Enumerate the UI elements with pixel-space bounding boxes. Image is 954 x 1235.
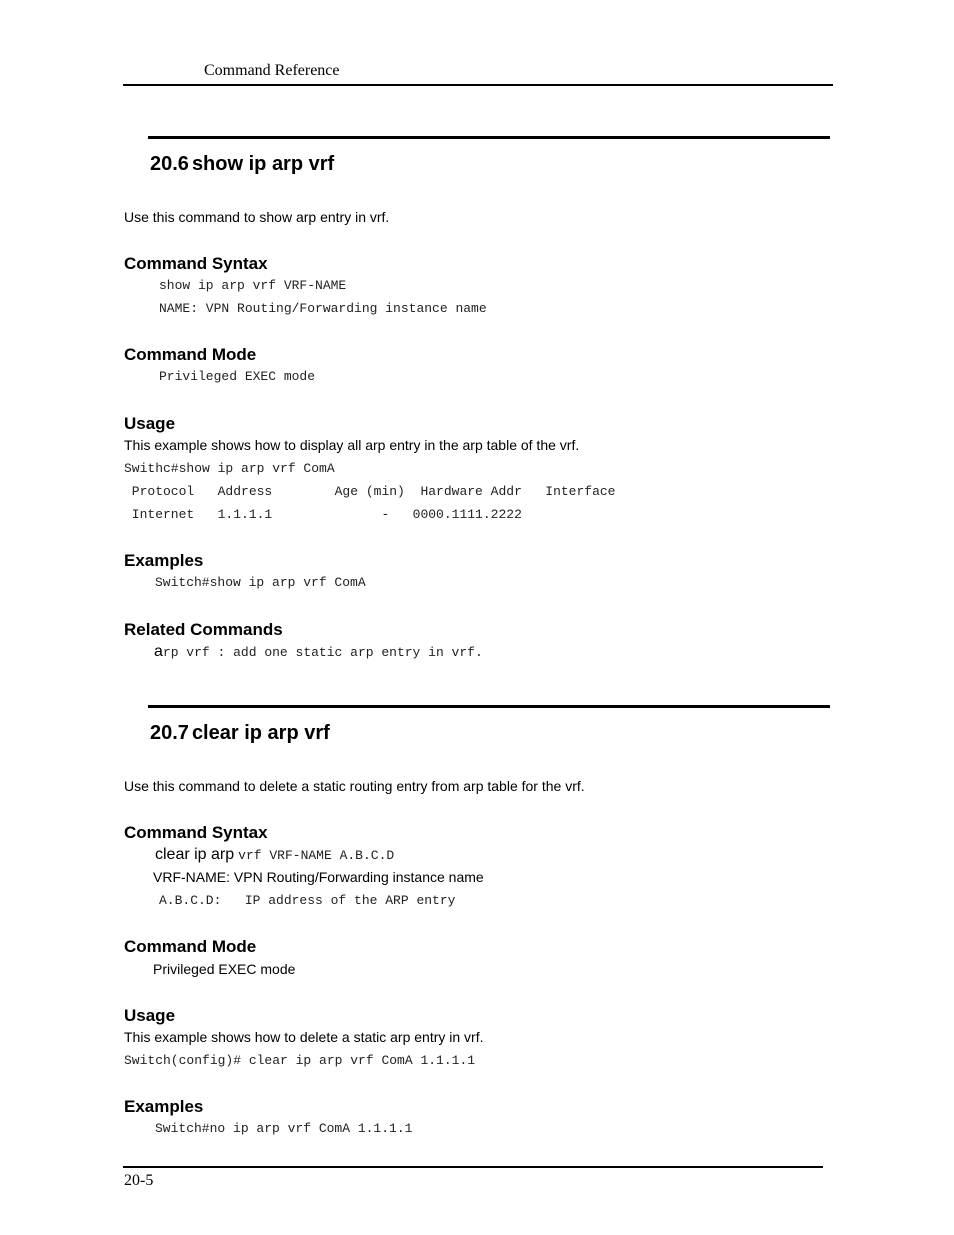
command-mode-heading: Command Mode <box>124 937 257 956</box>
command-mode-text: Privileged EXEC mode <box>159 369 316 384</box>
usage-text: This example shows how to display all arp entry in the arp table of the vrf. <box>124 437 580 453</box>
page-number: 20-5 <box>124 1172 154 1189</box>
header-rule <box>123 84 833 86</box>
section-description: Use this command to show arp entry in vrf. <box>124 209 390 225</box>
example-command: Switch#show ip arp vrf ComA <box>155 575 366 590</box>
usage-heading: Usage <box>124 1006 176 1025</box>
section-number: 20.7 <box>150 722 189 744</box>
command-syntax-heading: Command Syntax <box>124 254 268 273</box>
usage-heading: Usage <box>124 414 176 433</box>
usage-text: This example shows how to delete a static arp entry in vrf. <box>124 1029 484 1045</box>
arp-table-row: Internet 1.1.1.1 - 0000.1111.2222 <box>124 507 522 522</box>
syntax-param: VRF-NAME: VPN Routing/Forwarding instance name <box>153 869 484 885</box>
examples-heading: Examples <box>124 551 204 570</box>
section-title: clear ip arp vrf <box>191 722 330 744</box>
running-header: Command Reference <box>204 62 340 79</box>
syntax-arguments: vrf VRF-NAME A.B.C.D <box>238 848 395 863</box>
section-heading <box>150 153 334 176</box>
section-title: show ip arp vrf <box>191 153 335 175</box>
section-rule <box>148 136 830 139</box>
command-mode-text: Privileged EXEC mode <box>153 961 296 977</box>
section-heading <box>150 722 330 745</box>
related-command-text: rp vrf : add one static arp entry in vrf. <box>162 645 483 660</box>
usage-command: Swithc#show ip arp vrf ComA <box>124 461 335 476</box>
syntax-line <box>155 846 394 864</box>
syntax-command: clear ip arp <box>155 846 235 863</box>
command-syntax-heading: Command Syntax <box>124 823 268 842</box>
usage-command: Switch(config)# clear ip arp vrf ComA 1.1.1.1 <box>124 1053 476 1068</box>
syntax-param: NAME: VPN Routing/Forwarding instance name <box>159 301 487 316</box>
command-mode-heading: Command Mode <box>124 345 257 364</box>
section-rule <box>148 705 830 708</box>
section-description: Use this command to delete a static routing entry from arp table for the vrf. <box>124 778 585 794</box>
examples-heading: Examples <box>124 1097 204 1116</box>
related-command <box>154 643 483 661</box>
related-commands-heading: Related Commands <box>124 620 283 639</box>
syntax-param: A.B.C.D: IP address of the ARP entry <box>159 893 456 908</box>
footer-rule <box>123 1166 823 1168</box>
section-number: 20.6 <box>150 153 189 175</box>
example-command: Switch#no ip arp vrf ComA 1.1.1.1 <box>155 1121 413 1136</box>
arp-table-header: Protocol Address Age (min) Hardware Addr Interface <box>124 484 616 499</box>
syntax-line: show ip arp vrf VRF-NAME <box>159 278 347 293</box>
related-command-first-letter: a <box>154 643 163 660</box>
